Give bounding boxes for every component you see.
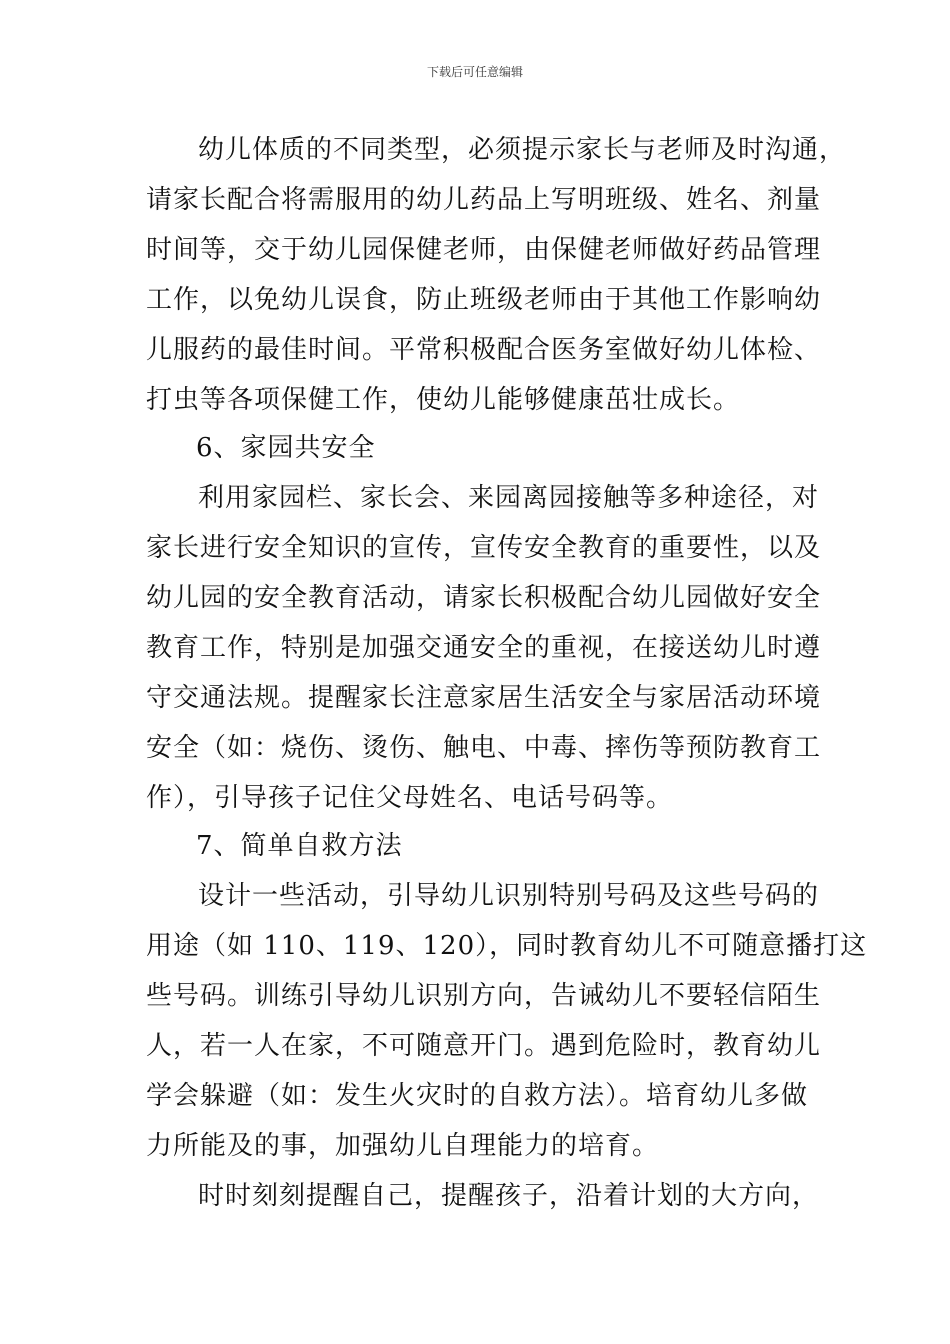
text-line: 设计一些活动，引导幼儿识别特别号码及这些号码的 <box>198 881 820 911</box>
text-line: 些号码。训练引导幼儿识别方向，告诫幼儿不要轻信陌生 <box>146 981 822 1011</box>
text-line: 打虫等各项保健工作，使幼儿能够健康茁壮成长。 <box>146 385 741 415</box>
text-line: 幼儿体质的不同类型，必须提示家长与老师及时沟通， <box>198 135 847 165</box>
text-line: 学会躲避（如：发生火灾时的自救方法）。培育幼儿多做 <box>146 1081 809 1111</box>
text-line: 安全（如：烧伤、烫伤、触电、中毒、摔伤等预防教育工 <box>146 733 822 763</box>
text-line: 时间等，交于幼儿园保健老师，由保健老师做好药品管理 <box>146 235 822 265</box>
text-line: 请家长配合将需服用的幼儿药品上写明班级、姓名、剂量 <box>146 185 822 215</box>
section-heading: 6、家园共安全 <box>196 433 376 463</box>
section-heading: 7、简单自救方法 <box>196 831 403 861</box>
text-line: 工作，以免幼儿误食，防止班级老师由于其他工作影响幼 <box>146 285 822 315</box>
text-line: 时时刻刻提醒自己，提醒孩子，沿着计划的大方向， <box>198 1181 820 1211</box>
text-line: 用途（如 110、119、120），同时教育幼儿不可随意播打这 <box>146 931 868 961</box>
text-line: 守交通法规。提醒家长注意家居生活安全与家居活动环境 <box>146 683 822 713</box>
text-line: 教育工作，特别是加强交通安全的重视，在接送幼儿时遵 <box>146 633 822 663</box>
text-line: 家长进行安全知识的宣传，宣传安全教育的重要性，以及 <box>146 533 822 563</box>
header-note: 下载后可任意编辑 <box>426 65 523 79</box>
text-line: 利用家园栏、家长会、来园离园接触等多种途径，对 <box>198 483 820 513</box>
text-line: 人，若一人在家，不可随意开门。遇到危险时，教育幼儿 <box>146 1031 822 1061</box>
text-line: 儿服药的最佳时间。平常积极配合医务室做好幼儿体检、 <box>146 335 822 365</box>
text-line: 作），引导孩子记住父母姓名、电话号码等。 <box>146 783 674 813</box>
text-line: 幼儿园的安全教育活动，请家长积极配合幼儿园做好安全 <box>146 583 822 613</box>
text-line: 力所能及的事，加强幼儿自理能力的培育。 <box>146 1131 660 1161</box>
